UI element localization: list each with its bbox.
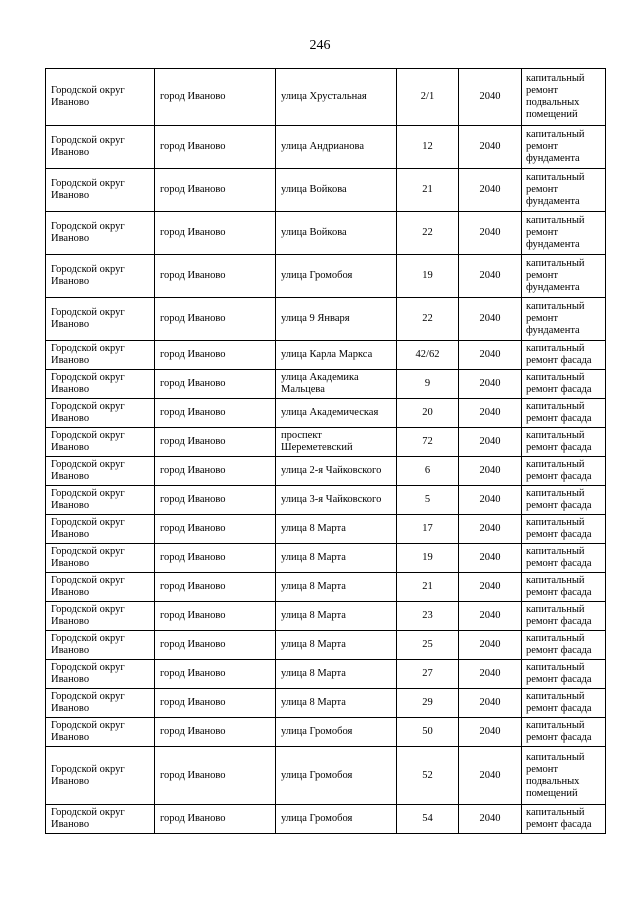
city-cell: город Иваново bbox=[155, 718, 276, 747]
table-row bbox=[46, 255, 606, 298]
house-number-cell: 21 bbox=[397, 573, 459, 602]
work-type-cell: капитальный ремонт фасада bbox=[522, 718, 606, 747]
table-row bbox=[46, 718, 606, 747]
street-cell: улица Громобоя bbox=[276, 718, 397, 747]
table-row bbox=[46, 689, 606, 718]
street-cell: улица Андрианова bbox=[276, 126, 397, 169]
district-cell: Городской округ Иваново bbox=[46, 515, 155, 544]
table-row bbox=[46, 69, 606, 126]
table-row bbox=[46, 126, 606, 169]
house-number-cell: 27 bbox=[397, 660, 459, 689]
work-type-cell: капитальный ремонт фундамента bbox=[522, 169, 606, 212]
street-cell: улица 8 Марта bbox=[276, 660, 397, 689]
work-type-cell: капитальный ремонт фасада bbox=[522, 544, 606, 573]
district-cell: Городской округ Иваново bbox=[46, 298, 155, 341]
street-cell: улица 9 Января bbox=[276, 298, 397, 341]
year-cell: 2040 bbox=[459, 602, 522, 631]
district-cell: Городской округ Иваново bbox=[46, 747, 155, 805]
house-number-cell: 23 bbox=[397, 602, 459, 631]
city-cell: город Иваново bbox=[155, 515, 276, 544]
city-cell: город Иваново bbox=[155, 428, 276, 457]
year-cell: 2040 bbox=[459, 428, 522, 457]
district-cell: Городской округ Иваново bbox=[46, 457, 155, 486]
work-type-cell: капитальный ремонт фасада bbox=[522, 399, 606, 428]
work-type-cell: капитальный ремонт подвальных помещений bbox=[522, 747, 606, 805]
district-cell: Городской округ Иваново bbox=[46, 631, 155, 660]
table-row bbox=[46, 341, 606, 370]
district-cell: Городской округ Иваново bbox=[46, 718, 155, 747]
city-cell: город Иваново bbox=[155, 689, 276, 718]
district-cell: Городской округ Иваново bbox=[46, 370, 155, 399]
year-cell: 2040 bbox=[459, 486, 522, 515]
city-cell: город Иваново bbox=[155, 341, 276, 370]
street-cell: улица 8 Марта bbox=[276, 515, 397, 544]
city-cell: город Иваново bbox=[155, 255, 276, 298]
table-row bbox=[46, 486, 606, 515]
house-number-cell: 19 bbox=[397, 255, 459, 298]
house-number-cell: 25 bbox=[397, 631, 459, 660]
city-cell: город Иваново bbox=[155, 298, 276, 341]
year-cell: 2040 bbox=[459, 631, 522, 660]
street-cell: улица Войкова bbox=[276, 212, 397, 255]
year-cell: 2040 bbox=[459, 747, 522, 805]
street-cell: улица Академика Мальцева bbox=[276, 370, 397, 399]
work-type-cell: капитальный ремонт фасада bbox=[522, 515, 606, 544]
table-row bbox=[46, 660, 606, 689]
house-number-cell: 12 bbox=[397, 126, 459, 169]
house-number-cell: 22 bbox=[397, 212, 459, 255]
work-type-cell: капитальный ремонт фасада bbox=[522, 631, 606, 660]
house-number-cell: 6 bbox=[397, 457, 459, 486]
table-row bbox=[46, 747, 606, 805]
year-cell: 2040 bbox=[459, 805, 522, 834]
city-cell: город Иваново bbox=[155, 660, 276, 689]
table-row bbox=[46, 602, 606, 631]
house-number-cell: 2/1 bbox=[397, 69, 459, 126]
work-type-cell: капитальный ремонт фасада bbox=[522, 428, 606, 457]
year-cell: 2040 bbox=[459, 544, 522, 573]
repair-schedule-table bbox=[45, 68, 606, 834]
table-row bbox=[46, 631, 606, 660]
year-cell: 2040 bbox=[459, 660, 522, 689]
district-cell: Городской округ Иваново bbox=[46, 602, 155, 631]
year-cell: 2040 bbox=[459, 126, 522, 169]
city-cell: город Иваново bbox=[155, 602, 276, 631]
table-row bbox=[46, 573, 606, 602]
house-number-cell: 54 bbox=[397, 805, 459, 834]
table-row bbox=[46, 370, 606, 399]
table-row bbox=[46, 399, 606, 428]
city-cell: город Иваново bbox=[155, 370, 276, 399]
city-cell: город Иваново bbox=[155, 457, 276, 486]
table-row bbox=[46, 544, 606, 573]
street-cell: улица Громобоя bbox=[276, 747, 397, 805]
house-number-cell: 19 bbox=[397, 544, 459, 573]
house-number-cell: 52 bbox=[397, 747, 459, 805]
street-cell: улица 8 Марта bbox=[276, 689, 397, 718]
table-body bbox=[46, 69, 606, 834]
district-cell: Городской округ Иваново bbox=[46, 544, 155, 573]
district-cell: Городской округ Иваново bbox=[46, 486, 155, 515]
district-cell: Городской округ Иваново bbox=[46, 399, 155, 428]
city-cell: город Иваново bbox=[155, 126, 276, 169]
city-cell: город Иваново bbox=[155, 69, 276, 126]
district-cell: Городской округ Иваново bbox=[46, 212, 155, 255]
house-number-cell: 5 bbox=[397, 486, 459, 515]
district-cell: Городской округ Иваново bbox=[46, 428, 155, 457]
street-cell: улица 8 Марта bbox=[276, 602, 397, 631]
work-type-cell: капитальный ремонт фасада bbox=[522, 486, 606, 515]
house-number-cell: 72 bbox=[397, 428, 459, 457]
city-cell: город Иваново bbox=[155, 805, 276, 834]
work-type-cell: капитальный ремонт фасада bbox=[522, 457, 606, 486]
work-type-cell: капитальный ремонт фасада bbox=[522, 660, 606, 689]
district-cell: Городской округ Иваново bbox=[46, 689, 155, 718]
work-type-cell: капитальный ремонт фасада bbox=[522, 341, 606, 370]
work-type-cell: капитальный ремонт фундамента bbox=[522, 255, 606, 298]
work-type-cell: капитальный ремонт фасада bbox=[522, 602, 606, 631]
house-number-cell: 20 bbox=[397, 399, 459, 428]
year-cell: 2040 bbox=[459, 341, 522, 370]
district-cell: Городской округ Иваново bbox=[46, 660, 155, 689]
street-cell: проспект Шереметевский bbox=[276, 428, 397, 457]
year-cell: 2040 bbox=[459, 399, 522, 428]
house-number-cell: 22 bbox=[397, 298, 459, 341]
city-cell: город Иваново bbox=[155, 399, 276, 428]
street-cell: улица 3-я Чайковского bbox=[276, 486, 397, 515]
year-cell: 2040 bbox=[459, 212, 522, 255]
work-type-cell: капитальный ремонт фундамента bbox=[522, 126, 606, 169]
table-row bbox=[46, 212, 606, 255]
year-cell: 2040 bbox=[459, 370, 522, 399]
year-cell: 2040 bbox=[459, 169, 522, 212]
district-cell: Городской округ Иваново bbox=[46, 255, 155, 298]
house-number-cell: 17 bbox=[397, 515, 459, 544]
city-cell: город Иваново bbox=[155, 486, 276, 515]
city-cell: город Иваново bbox=[155, 544, 276, 573]
work-type-cell: капитальный ремонт фасада bbox=[522, 805, 606, 834]
city-cell: город Иваново bbox=[155, 169, 276, 212]
district-cell: Городской округ Иваново bbox=[46, 169, 155, 212]
district-cell: Городской округ Иваново bbox=[46, 69, 155, 126]
table-row bbox=[46, 805, 606, 834]
year-cell: 2040 bbox=[459, 515, 522, 544]
house-number-cell: 21 bbox=[397, 169, 459, 212]
street-cell: улица Академическая bbox=[276, 399, 397, 428]
house-number-cell: 42/62 bbox=[397, 341, 459, 370]
house-number-cell: 50 bbox=[397, 718, 459, 747]
street-cell: улица 8 Марта bbox=[276, 631, 397, 660]
year-cell: 2040 bbox=[459, 689, 522, 718]
year-cell: 2040 bbox=[459, 298, 522, 341]
city-cell: город Иваново bbox=[155, 573, 276, 602]
year-cell: 2040 bbox=[459, 69, 522, 126]
work-type-cell: капитальный ремонт фундамента bbox=[522, 212, 606, 255]
table-row bbox=[46, 457, 606, 486]
year-cell: 2040 bbox=[459, 457, 522, 486]
city-cell: город Иваново bbox=[155, 747, 276, 805]
district-cell: Городской округ Иваново bbox=[46, 341, 155, 370]
year-cell: 2040 bbox=[459, 718, 522, 747]
street-cell: улица 2-я Чайковского bbox=[276, 457, 397, 486]
street-cell: улица Хрустальная bbox=[276, 69, 397, 126]
work-type-cell: капитальный ремонт фасада bbox=[522, 370, 606, 399]
page-number: 246 bbox=[309, 38, 331, 53]
street-cell: улица Громобоя bbox=[276, 805, 397, 834]
street-cell: улица 8 Марта bbox=[276, 573, 397, 602]
table-row bbox=[46, 298, 606, 341]
work-type-cell: капитальный ремонт подвальных помещений bbox=[522, 69, 606, 126]
table-row bbox=[46, 515, 606, 544]
street-cell: улица Карла Маркса bbox=[276, 341, 397, 370]
district-cell: Городской округ Иваново bbox=[46, 805, 155, 834]
district-cell: Городской округ Иваново bbox=[46, 573, 155, 602]
year-cell: 2040 bbox=[459, 255, 522, 298]
work-type-cell: капитальный ремонт фасада bbox=[522, 689, 606, 718]
city-cell: город Иваново bbox=[155, 212, 276, 255]
work-type-cell: капитальный ремонт фасада bbox=[522, 573, 606, 602]
district-cell: Городской округ Иваново bbox=[46, 126, 155, 169]
work-type-cell: капитальный ремонт фундамента bbox=[522, 298, 606, 341]
table-row bbox=[46, 428, 606, 457]
table-row bbox=[46, 169, 606, 212]
house-number-cell: 29 bbox=[397, 689, 459, 718]
street-cell: улица Громобоя bbox=[276, 255, 397, 298]
street-cell: улица 8 Марта bbox=[276, 544, 397, 573]
city-cell: город Иваново bbox=[155, 631, 276, 660]
street-cell: улица Войкова bbox=[276, 169, 397, 212]
year-cell: 2040 bbox=[459, 573, 522, 602]
house-number-cell: 9 bbox=[397, 370, 459, 399]
